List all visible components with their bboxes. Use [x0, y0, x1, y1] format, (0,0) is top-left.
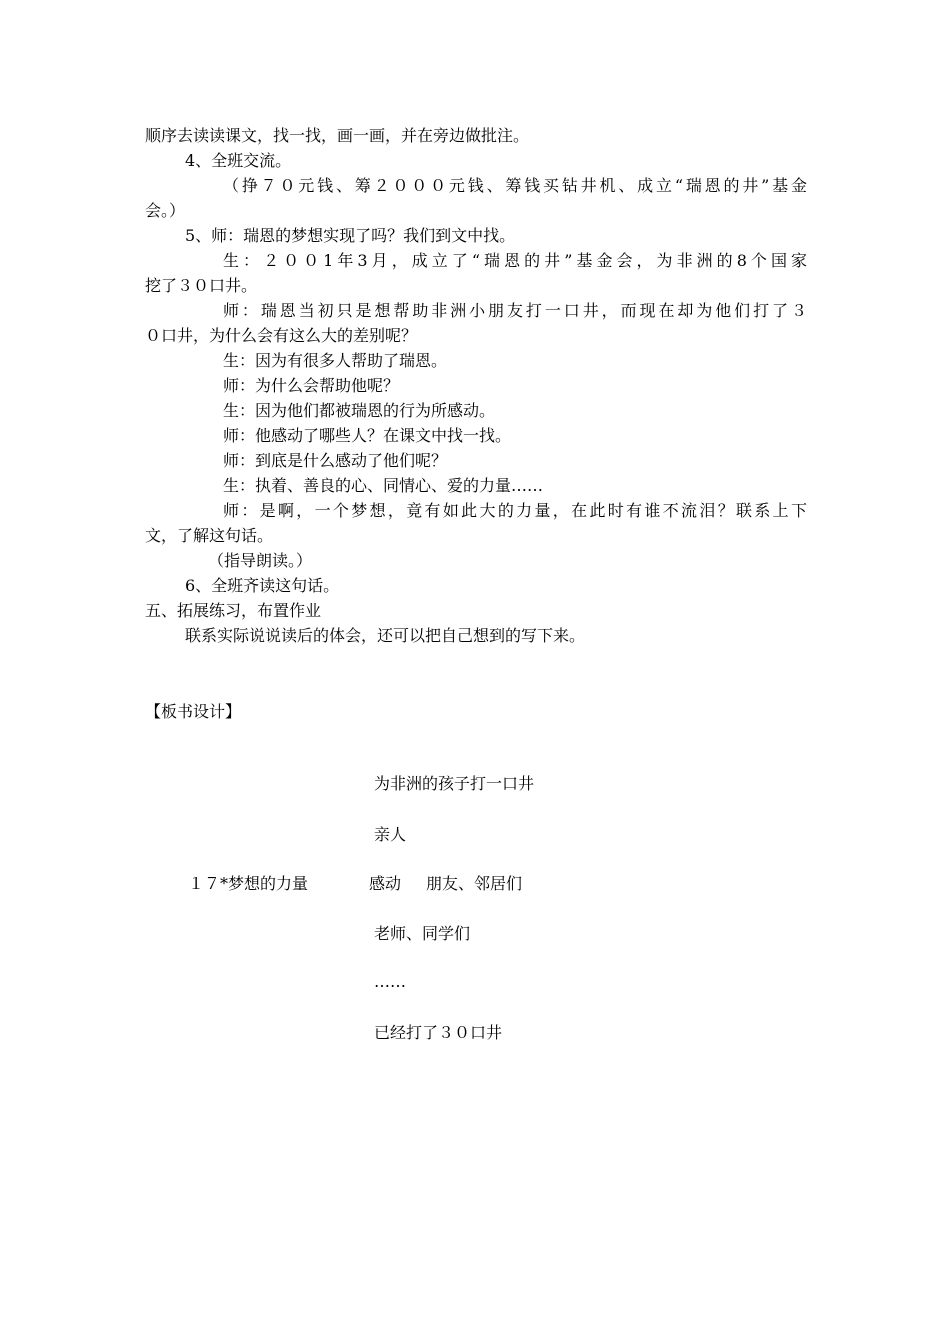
board-affected-item: …… [374, 972, 406, 991]
body-line: 会。） [145, 201, 186, 220]
body-line: 生：执着、善良的心、同情心、爱的力量…… [223, 476, 544, 495]
board-heading: 【板书设计】 [145, 702, 242, 721]
body-line: 师：他感动了哪些人？在课文中找一找。 [223, 426, 512, 445]
body-line: ０口井，为什么会有这么大的差别呢？ [145, 326, 418, 345]
board-affected-item: 亲人 [374, 825, 407, 844]
board-verb: 感动 [369, 874, 402, 893]
board-top-line: 为非洲的孩子打一口井 [374, 774, 535, 793]
board-affected-item: 老师、同学们 [374, 924, 471, 943]
board-result: 已经打了３０口井 [374, 1023, 503, 1042]
body-line: 5、师：瑞恩的梦想实现了吗？我们到文中找。 [185, 226, 516, 245]
body-line: 师：为什么会帮助他呢？ [223, 376, 400, 395]
body-line: 师：到底是什么感动了他们呢？ [223, 451, 448, 470]
body-line: 师：瑞恩当初只是想帮助非洲小朋友打一口井，而现在却为他们打了３ [223, 301, 807, 320]
body-line: 生：因为有很多人帮助了瑞恩。 [223, 351, 448, 370]
body-line: （挣７０元钱、筹２０００元钱、筹钱买钻井机、成立“瑞恩的井”基金 [223, 176, 807, 195]
body-line: 生：因为他们都被瑞恩的行为所感动。 [223, 401, 496, 420]
body-line: 顺序去读读课文，找一找，画一画，并在旁边做批注。 [145, 126, 530, 145]
board-title: １７*梦想的力量 [188, 874, 309, 893]
body-line: 联系实际说说读后的体会，还可以把自己想到的写下来。 [185, 626, 586, 645]
body-line: 挖了３０口井。 [145, 276, 258, 295]
body-line: 4、全班交流。 [185, 151, 292, 170]
body-line: 文，了解这句话。 [145, 526, 274, 545]
body-line: 师：是啊，一个梦想，竟有如此大的力量，在此时有谁不流泪？联系上下 [223, 501, 807, 520]
section-heading: 五、拓展练习，布置作业 [145, 601, 322, 620]
body-line: 6、全班齐读这句话。 [185, 576, 340, 595]
body-line: 生：２００1年3月，成立了“瑞恩的井”基金会，为非洲的8个国家 [223, 251, 807, 270]
board-affected-item: 朋友、邻居们 [426, 874, 523, 893]
body-line: （指导朗读。） [208, 551, 313, 570]
